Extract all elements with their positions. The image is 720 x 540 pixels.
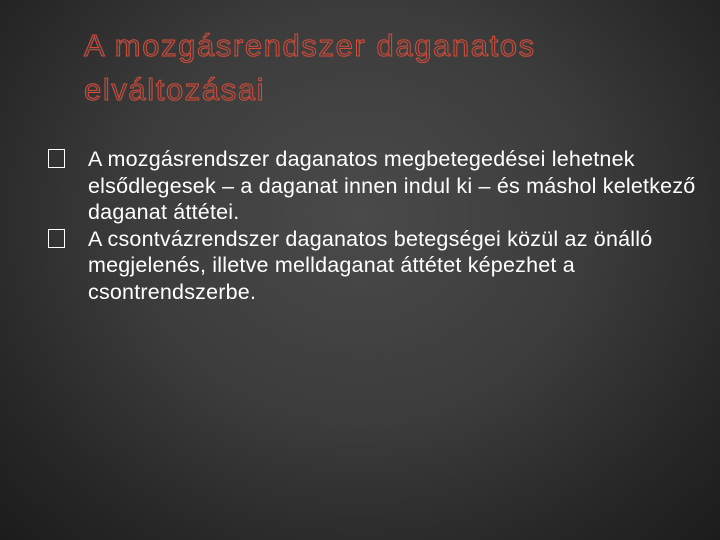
- bullet-item: [40, 146, 700, 226]
- bullet-list: [40, 146, 700, 305]
- bullet-item: [40, 226, 700, 306]
- slide-title: A mozgásrendszer daganatos elváltozásai: [84, 28, 536, 107]
- square-bullet-icon: [48, 229, 65, 248]
- bullet-text: A csontvázrendszer daganatos betegségei közül az önálló megjelenés, illetve melldaganat áttétet képezhet a csontrendszerbe.: [88, 226, 653, 304]
- bullet-text: A mozgásrendszer daganatos megbetegedései lehetnek elsődlegesek – a daganat innen indul ki – és máshol keletkező daganat áttétei.: [88, 147, 696, 224]
- square-bullet-icon: [48, 149, 65, 168]
